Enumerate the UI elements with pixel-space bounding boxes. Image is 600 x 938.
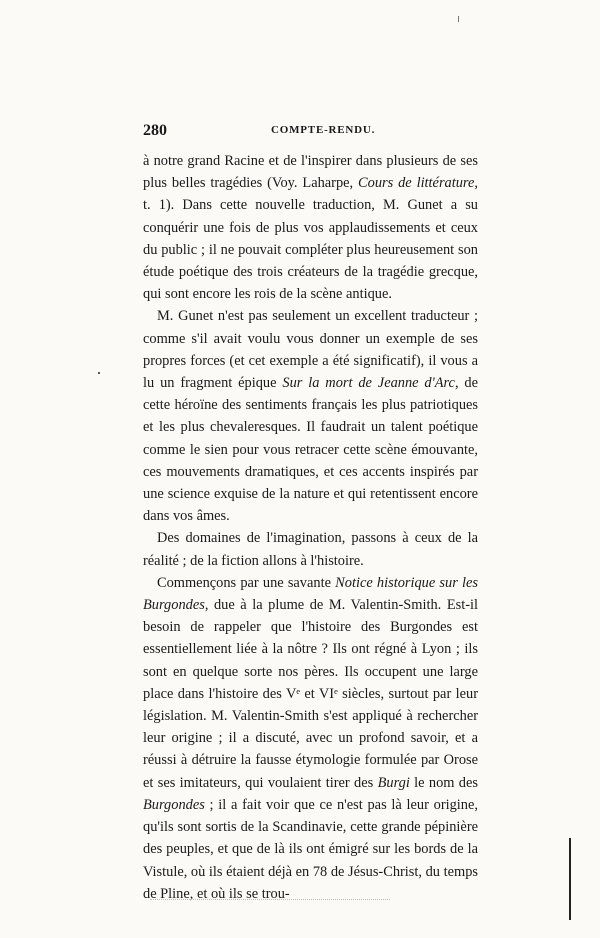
italic-text: Notice historique sur les Burgondes [143,574,478,614]
paragraph [143,150,478,305]
italic-text: Cours de littérature [358,175,475,192]
bottom-scan-artifact [150,899,390,901]
text-run: ; il a fait voir que ce n'est pas là leur origine, qu'ils sont sortis de la Scandinavie, cette grande pépinière des peuples, et que de là ils ont émigré sur les bords de la Vistule, où ils étaient déjà en 78 de Jésus-Christ, du temps de Pline, et où ils se trou- [143,796,478,902]
text-run: le nom des [409,774,478,791]
text-run: M. Gunet n'est pas seulement un excellent traducteur ; comme s'il avait voulu vous donner un exemple de ses propres forces (et cet exemple a été significatif), il vous a lu un fragment épique [143,308,478,392]
text-run: , de cette héroïne des sentiments français les plus patriotiques et les plus chevaleresques. Il faudrait un talent poétique comme le sien pour vous retracer cette scène émouvante, ces mouvements dramatiques, et ces accents inspirés par une science exquise de la nature et qui retentissent encore dans vos âmes. [143,375,479,525]
italic-text: Burgi [377,774,410,791]
text-run: Commençons par une savante [157,574,336,591]
text-run: , due à la plume de M. Valentin-Smith. Est-il besoin de rappeler que l'histoire des Burgondes est essentiellement liée à la nôtre ? Ils ont régné à Lyon ; ils sont en quelque sorte nos pères. Ils occupent une large place dans l'histoire des Vᵉ et VIᵉ siècles, surtout par leur législation. M. Valentin-Smith s'est appliqué à rechercher leur origine ; il a discuté, avec un profond savoir, et a réussi à détruire la fausse étymologie formulée par Orose et ses imitateurs, qui voulaient tirer des [143,597,478,791]
page-header [143,122,473,144]
text-run: , t. 1). Dans cette nouvelle traduction, M. Gunet a su conquérir une fois de plus vos applaudissements et ceux du public ; il ne pouvait compléter plus heureusement son étude poétique des trois créateurs de la tragédie grecque, qui sont encore les rois de la scène antique. [143,175,478,303]
edge-scan-line [569,838,571,920]
italic-text: Sur la mort de Jeanne d'Arc [282,375,455,392]
running-head: COMPTE-RENDU. [271,124,376,136]
paragraph [143,305,478,527]
text-run: Des domaines de l'imagination, passons à ceux de la réalité ; de la fiction allons à l'histoire. [143,530,478,569]
paragraph [143,572,478,905]
scan-mark [458,16,459,22]
text-run: à notre grand Racine et de l'inspirer dans plusieurs de ses plus belles tragédies (Voy. Laharpe, [143,153,478,192]
italic-text: Burgondes [143,796,205,813]
page-number: 280 [143,122,167,139]
paragraph [143,527,478,571]
margin-speck [98,372,100,374]
body-text [143,150,478,905]
